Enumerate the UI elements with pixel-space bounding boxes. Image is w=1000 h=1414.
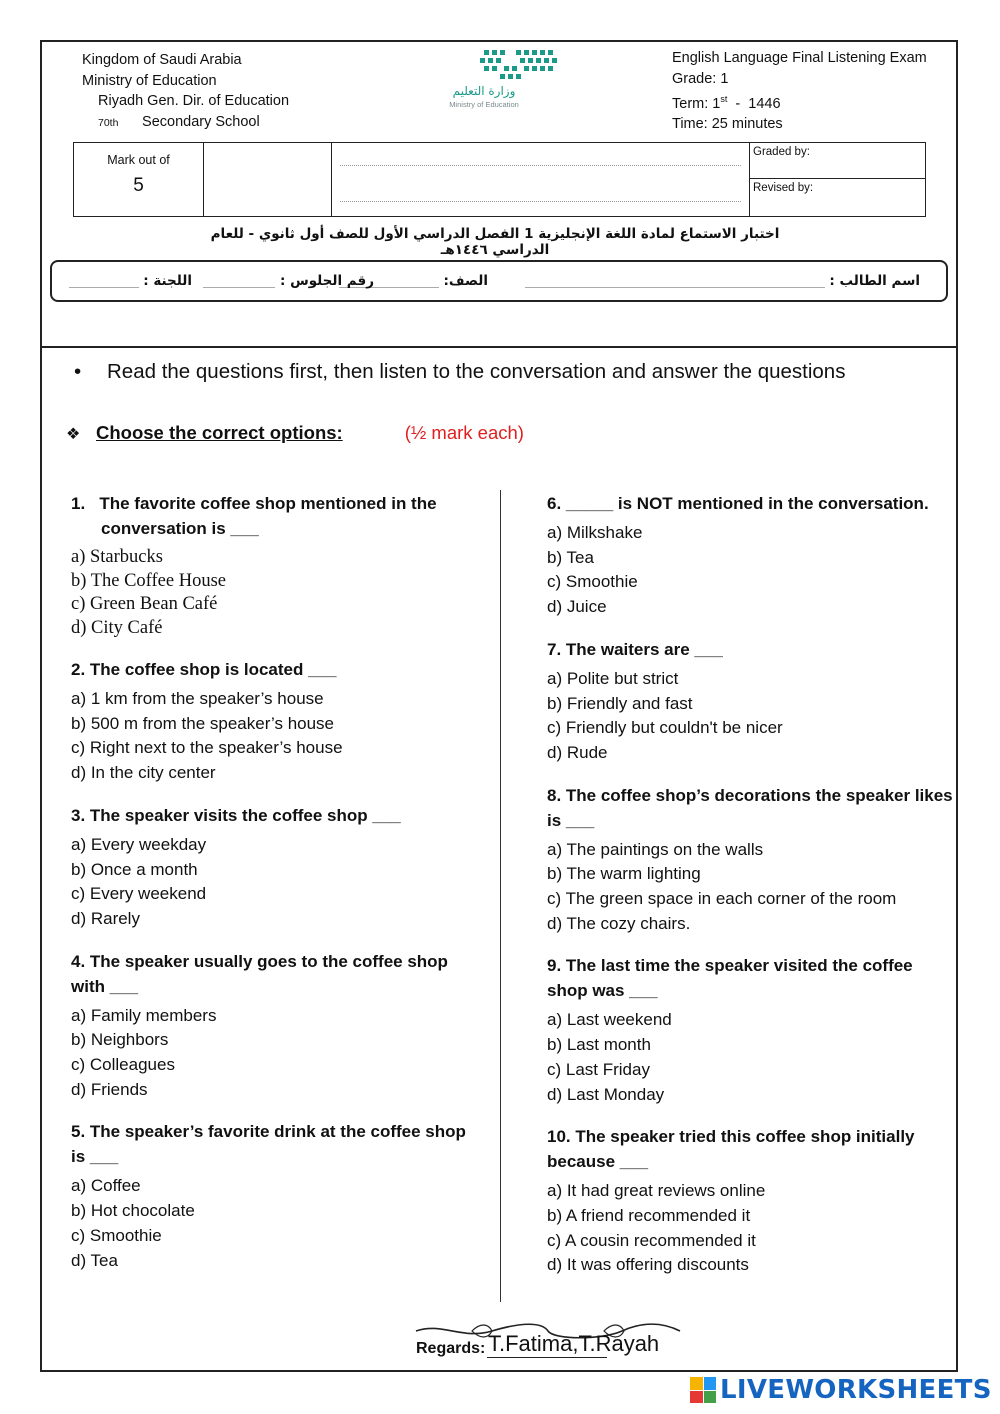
answer-option[interactable]: a) Polite but strict (547, 668, 679, 688)
dotted-line (340, 165, 741, 166)
question-2 (71, 657, 481, 786)
mark-cell (74, 143, 204, 216)
header-right (672, 48, 927, 135)
answer-option[interactable]: a) 1 km from the speaker’s house (71, 689, 324, 708)
section-marks: (½ mark each) (404, 422, 524, 443)
liveworksheets-icon (690, 1377, 716, 1403)
arabic-exam-title: اختبار الاستماع لمادة اللغة الإنجليزية 1 الفصل الدراسي الأول للصف أول ثانوي - للعام الدراسي ١٤٤٦هـ (210, 226, 780, 258)
seat-number-line[interactable] (203, 287, 275, 288)
liveworksheets-wordmark: LIVEWORKSHEETS (720, 1375, 992, 1405)
answer-option[interactable]: b) Once a month (71, 859, 198, 879)
answer-option[interactable]: c) Green Bean Café (71, 594, 218, 614)
school-label: Secondary School (142, 113, 260, 130)
answer-option[interactable]: b) Friendly and fast (547, 693, 693, 713)
answer-option[interactable]: b) Hot chocolate (71, 1201, 195, 1221)
answer-option[interactable]: d) Rarely (71, 908, 140, 928)
answer-option[interactable]: a) Coffee (71, 1176, 141, 1196)
answer-option[interactable]: a) Milkshake (547, 523, 643, 542)
term-year: - 1446 (727, 95, 781, 112)
answer-option[interactable]: b) Neighbors (71, 1030, 169, 1050)
answer-option[interactable]: d) The cozy chairs. (547, 913, 691, 933)
graded-by-field[interactable]: Graded by: (750, 143, 926, 179)
instruction (74, 360, 845, 384)
question-text: 9. The last time the speaker visited the coffee shop was ___ (547, 956, 913, 1001)
answer-option[interactable]: d) Friends (71, 1079, 148, 1099)
logo-arabic-text: وزارة التعليم (452, 84, 516, 98)
answer-option[interactable]: a) Every weekday (71, 834, 207, 854)
answer-option[interactable]: c) Smoothie (547, 572, 638, 592)
score-cell[interactable] (203, 143, 332, 216)
question-6 (547, 491, 957, 620)
school-number: 70th (98, 116, 119, 129)
school-line (82, 112, 289, 134)
answer-option[interactable]: a) The paintings on the walls (547, 839, 764, 859)
question-text: 1. The favorite coffee shop mentioned in the conversation is ___ (71, 494, 442, 538)
committee-label: اللجنة : (143, 273, 192, 289)
logo-english-text: Ministry of Education (449, 100, 519, 109)
country-line: Kingdom of Saudi Arabia (82, 52, 242, 68)
city-label: Riyadh (98, 93, 144, 109)
written-score-cell[interactable] (332, 143, 750, 216)
exam-title: English Language Final Listening Exam (672, 50, 927, 66)
bullet-icon: • (74, 360, 82, 383)
signature-underline (487, 1357, 607, 1358)
answer-option[interactable]: b) 500 m from the speaker’s house (71, 713, 335, 733)
answer-option[interactable]: c) Smoothie (71, 1225, 162, 1245)
student-info-box (50, 260, 948, 302)
answer-option[interactable]: d) Last Monday (547, 1084, 665, 1104)
answer-option[interactable]: b) The Coffee House (71, 570, 226, 591)
question-1 (71, 491, 481, 640)
answer-option[interactable]: c) Colleagues (71, 1055, 175, 1075)
answer-option[interactable]: b) Tea (547, 547, 594, 567)
term-prefix: Term: 1 (672, 95, 721, 112)
header-left (82, 50, 289, 133)
question-text: 4. The speaker usually goes to the coffee shop with ___ (71, 951, 448, 996)
column-divider (500, 490, 501, 1302)
answer-option[interactable]: d) Rude (547, 742, 608, 762)
directorate-line (82, 91, 289, 112)
question-text: 7. The waiters are ___ (547, 639, 723, 659)
seat-number-label: رقم الجلوس : (279, 273, 374, 289)
answer-option[interactable]: d) It was offering discounts (547, 1255, 749, 1275)
mark-out-of-label: Mark out of (107, 153, 170, 167)
question-text: 6. _____ is NOT mentioned in the conversation. (547, 494, 929, 513)
question-text: 2. The coffee shop is located ___ (71, 660, 337, 679)
committee-line[interactable] (69, 287, 139, 288)
mark-table (73, 142, 926, 217)
mark-total-value: 5 (133, 175, 144, 196)
revised-by-field[interactable]: Revised by: (753, 182, 814, 194)
question-3 (71, 803, 481, 932)
answer-option[interactable]: a) Family members (71, 1005, 217, 1025)
instruction-text: Read the questions first, then listen to the conversation and answer the questions (107, 360, 846, 383)
term-label (672, 89, 927, 114)
answer-option[interactable]: d) Tea (71, 1250, 118, 1270)
answer-option[interactable]: c) Every weekend (71, 884, 207, 904)
question-9 (547, 953, 957, 1107)
regards-label: Regards: (416, 1340, 486, 1357)
question-text: 8. The coffee shop’s decorations the speaker likes is ___ (547, 785, 953, 830)
section-label: Choose the correct options: (96, 422, 343, 443)
student-name-label: اسم الطالب : (829, 273, 920, 289)
diamond-bullet-icon: ❖ (66, 426, 81, 443)
answer-option[interactable]: a) It had great reviews online (547, 1181, 766, 1201)
class-label: الصف: (443, 273, 488, 289)
answer-option[interactable]: d) Juice (547, 597, 607, 617)
answer-option[interactable]: c) A cousin recommended it (547, 1230, 756, 1250)
header-separator (40, 346, 958, 348)
student-name-line[interactable] (525, 287, 825, 288)
question-5 (71, 1119, 481, 1273)
directorate-label: Gen. Dir. of Education (147, 93, 290, 109)
question-8 (547, 783, 957, 937)
answer-option[interactable]: c) Last Friday (547, 1059, 650, 1079)
answer-option[interactable]: a) Last weekend (547, 1010, 672, 1030)
question-text: 5. The speaker’s favorite drink at the coffee shop is ___ (71, 1122, 466, 1167)
teacher-signature: T.Fatima,T.Rayah (488, 1331, 660, 1356)
question-text: 3. The speaker visits the coffee shop ___ (71, 805, 401, 825)
dotted-line (340, 201, 741, 202)
grade-label: Grade: 1 (672, 70, 729, 87)
student-name-field[interactable] (525, 273, 920, 289)
committee-field[interactable] (69, 273, 192, 289)
question-4 (71, 949, 481, 1103)
questions-right-column (547, 491, 957, 1295)
section-heading (66, 422, 524, 444)
answer-option[interactable]: d) In the city center (71, 763, 216, 783)
answer-option[interactable]: b) A friend recommended it (547, 1205, 751, 1225)
answer-option[interactable]: c) Right next to the speaker’s house (71, 738, 343, 758)
answer-option[interactable]: c) Friendly but couldn't be nicer (547, 718, 783, 738)
ministry-line: Ministry of Education (82, 72, 217, 89)
answer-option[interactable]: a) Starbucks (71, 547, 163, 567)
answer-option[interactable]: b) Last month (547, 1035, 651, 1055)
liveworksheets-logo[interactable] (690, 1374, 992, 1406)
grader-cell (750, 143, 926, 216)
time-label: Time: 25 minutes (672, 116, 783, 133)
answer-option[interactable]: c) The green space in each corner of the room (547, 889, 897, 909)
question-7 (547, 637, 957, 766)
answer-option[interactable]: b) The warm lighting (547, 864, 701, 884)
seat-number-field[interactable] (203, 273, 374, 289)
question-text: 10. The speaker tried this coffee shop initially because ___ (547, 1127, 915, 1172)
answer-option[interactable]: d) City Café (71, 617, 163, 638)
term-superscript: st (720, 94, 728, 104)
question-10 (547, 1124, 957, 1278)
questions-left-column (71, 491, 481, 1290)
